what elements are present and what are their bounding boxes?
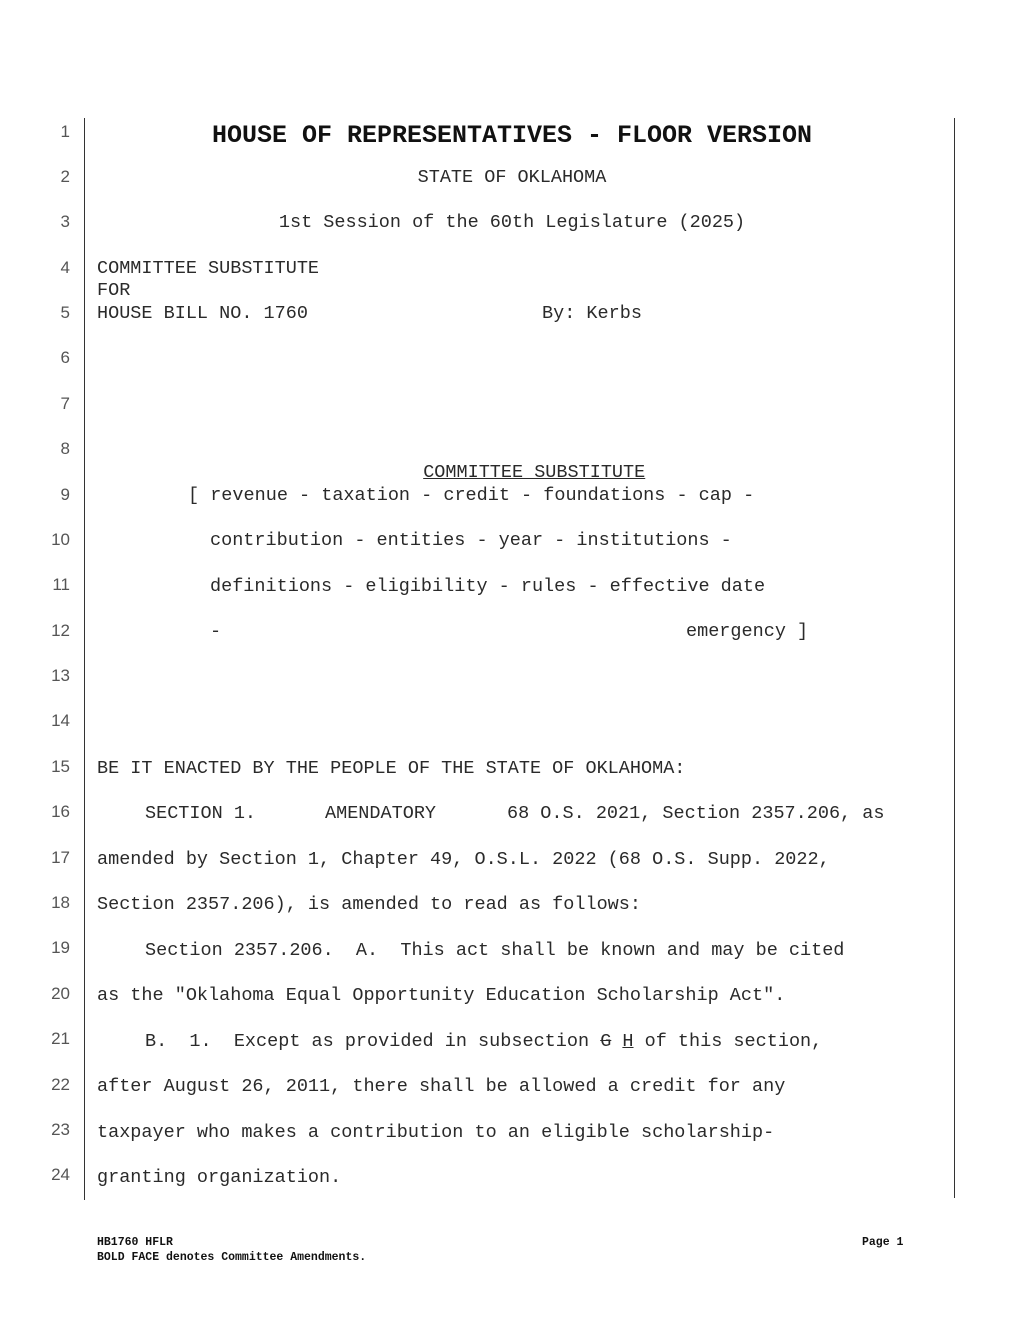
line-number: 3: [60, 212, 70, 231]
topics-line: definitions - eligibility - rules - effective date: [210, 576, 766, 597]
body-line: amended by Section 1, Chapter 49, O.S.L. 2022 (68 O.S. Supp. 2022,: [97, 849, 830, 870]
section-label: SECTION 1.: [145, 803, 257, 824]
line-number: 13: [51, 666, 70, 685]
line-number: 18: [51, 893, 70, 912]
line-number: 16: [51, 802, 70, 821]
line-number: 17: [51, 848, 70, 867]
section-citation: 68 O.S. 2021, Section 2357.206, as: [507, 803, 885, 824]
line-number: 6: [60, 348, 70, 367]
line-number: 7: [60, 394, 70, 413]
body-line-amended: [145, 1031, 822, 1053]
line-number: 9: [60, 485, 70, 504]
line-number: 19: [51, 938, 70, 957]
footer-doc-id: HB1760 HFLR: [97, 1236, 173, 1249]
for-label: FOR: [97, 280, 131, 301]
inserted-text: H: [622, 1031, 634, 1052]
line-number: 8: [60, 439, 70, 458]
line-number: 21: [51, 1029, 70, 1048]
bill-number: HOUSE BILL NO. 1760: [97, 303, 308, 324]
amended-text-before: B. 1. Except as provided in subsection: [145, 1031, 601, 1052]
topics-line-end: emergency ]: [686, 621, 809, 642]
body-line: granting organization.: [97, 1167, 342, 1188]
state-name: STATE OF OKLAHOMA: [417, 167, 607, 188]
line-number: 23: [51, 1120, 70, 1139]
left-margin-rule: [84, 118, 85, 1200]
topics-line: contribution - entities - year - institutions -: [210, 530, 732, 551]
line-number: 24: [51, 1165, 70, 1184]
line-number: 4: [60, 258, 70, 277]
topics-dash: -: [210, 621, 222, 642]
line-number: 11: [52, 575, 70, 594]
line-number: 12: [51, 621, 70, 640]
document-title: HOUSE OF REPRESENTATIVES - FLOOR VERSION: [211, 121, 813, 150]
committee-substitute-label: COMMITTEE SUBSTITUTE: [97, 258, 320, 279]
line-number: 10: [51, 530, 70, 549]
bill-author: By: Kerbs: [542, 303, 642, 324]
footer-page-number: Page 1: [862, 1236, 904, 1249]
body-line: Section 2357.206), is amended to read as follows:: [97, 894, 641, 915]
line-number: 5: [60, 303, 70, 322]
body-line: taxpayer who makes a contribution to an eligible scholarship-: [97, 1122, 775, 1143]
amended-text-after: of this section,: [633, 1031, 823, 1052]
section-type: AMENDATORY: [325, 803, 437, 824]
line-number: 22: [51, 1075, 70, 1094]
topics-line: [ revenue - taxation - credit - foundations - cap -: [188, 485, 755, 506]
line-number: 15: [51, 757, 70, 776]
footer-note: BOLD FACE denotes Committee Amendments.: [97, 1251, 367, 1264]
line-number: 1: [60, 122, 70, 141]
body-line: as the "Oklahoma Equal Opportunity Education Scholarship Act".: [97, 985, 786, 1006]
session-line: 1st Session of the 60th Legislature (2025): [278, 212, 746, 233]
line-number: 20: [51, 984, 70, 1003]
line-number: 2: [60, 167, 70, 186]
committee-substitute-heading-text: COMMITTEE SUBSTITUTE: [423, 462, 646, 483]
body-line: after August 26, 2011, there shall be allowed a credit for any: [97, 1076, 786, 1097]
right-margin-rule: [954, 118, 955, 1198]
line-number: 14: [51, 711, 70, 730]
struck-text: G: [600, 1031, 612, 1052]
body-line: Section 2357.206. A. This act shall be known and may be cited: [145, 940, 845, 961]
enacting-clause: BE IT ENACTED BY THE PEOPLE OF THE STATE OF OKLAHOMA:: [97, 758, 686, 779]
